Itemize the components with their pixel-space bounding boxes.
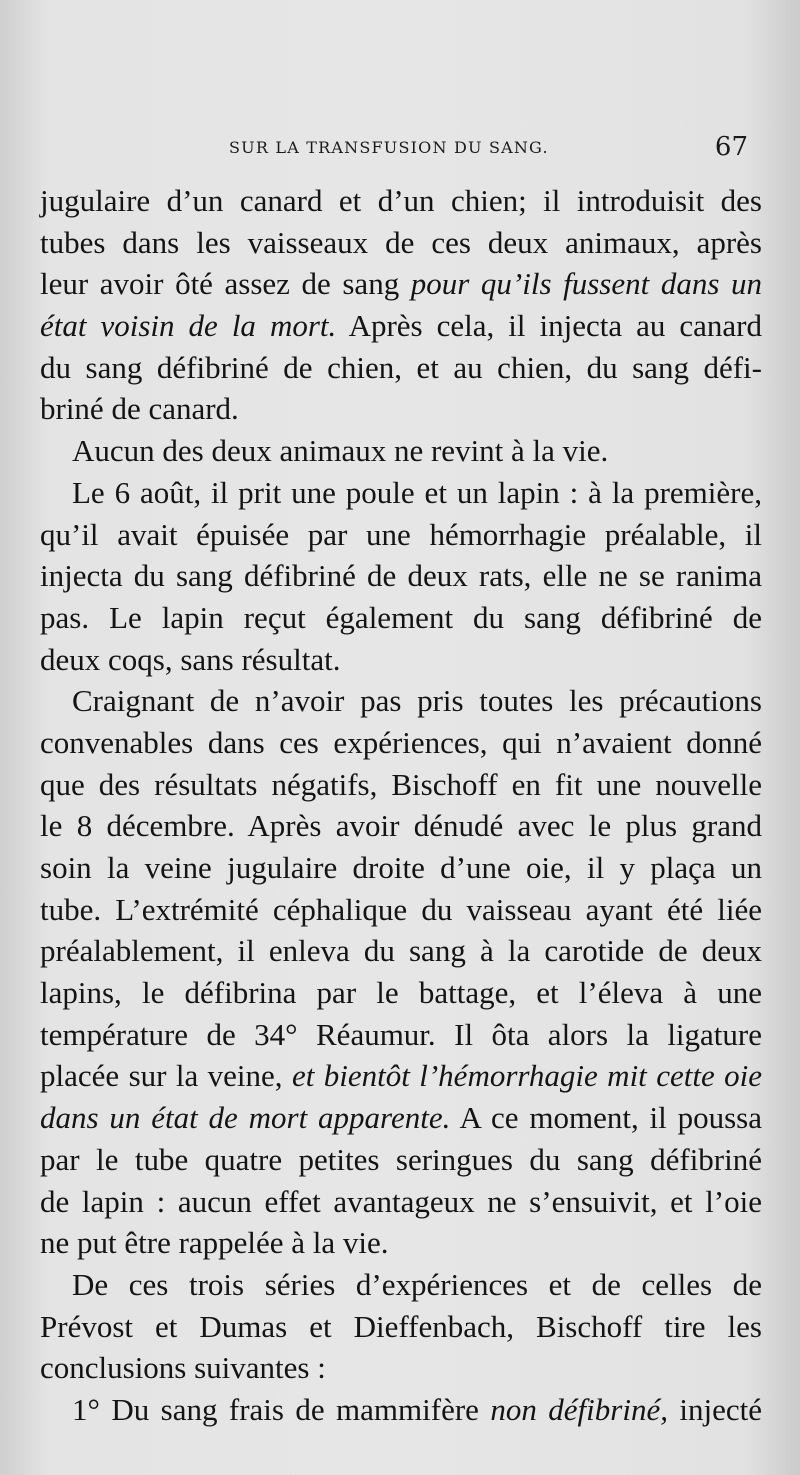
text-line (40, 1055, 762, 1097)
page-header (0, 132, 800, 166)
text-segment: du sang défibriné de chien, et au chien, du sang défi- (40, 349, 762, 385)
text-line (40, 1181, 762, 1223)
text-segment: injecté (667, 1391, 762, 1427)
text-segment: ne put être rappelée à la vie. (40, 1225, 389, 1261)
italic-text: dans un état de mort apparente. (40, 1100, 451, 1136)
text-line (40, 889, 762, 931)
text-segment: 1° Du sang frais de mammifère (72, 1391, 491, 1427)
text-segment: Après cela, il injecta au canard (336, 308, 762, 344)
text-line (40, 1139, 762, 1181)
text-line (40, 1306, 762, 1348)
text-line (40, 1014, 762, 1056)
text-segment: placée sur la veine, (40, 1058, 292, 1094)
text-segment: deux coqs, sans résultat. (40, 641, 341, 677)
text-line (40, 930, 762, 972)
text-segment: pas. Le lapin reçut également du sang défibriné de (40, 599, 762, 635)
text-segment: Prévost et Dumas et Dieffenbach, Bischoff tire les (40, 1308, 762, 1344)
page-number: 67 (714, 132, 748, 162)
text-segment: soin la veine jugulaire droite d’une oie, il y plaça un (40, 850, 762, 885)
text-line (40, 1097, 762, 1139)
text-line (40, 972, 762, 1014)
text-line (40, 722, 762, 764)
text-line (40, 1264, 762, 1306)
text-segment: de lapin : aucun effet avantageux ne s’ensuivit, et l’oie (40, 1183, 762, 1219)
text-segment: tubes dans les vaisseaux de ces deux animaux, après (40, 224, 762, 260)
text-segment: Craignant de n’avoir pas pris toutes les précautions (72, 683, 762, 719)
text-line (40, 555, 762, 597)
text-line (40, 1347, 762, 1389)
text-line (40, 514, 762, 556)
text-line (40, 305, 762, 347)
text-line (40, 1222, 762, 1264)
text-line (40, 472, 762, 514)
text-segment: injecta du sang défibriné de deux rats, elle ne se ranima (40, 558, 762, 594)
text-segment: jugulaire d’un canard et d’un chien; il introduisit des (40, 183, 762, 218)
text-segment: qu’il avait épuisée par une hémorrhagie préalable, il (40, 516, 762, 552)
text-segment: par le tube quatre petites seringues du sang défibriné (40, 1141, 762, 1177)
text-segment: température de 34° Réaumur. Il ôta alors la ligature (40, 1016, 762, 1052)
text-segment: tube. L’extrémité céphalique du vaisseau ayant été liée (40, 891, 762, 927)
text-line (40, 347, 762, 389)
text-segment: préalablement, il enleva du sang à la carotide de deux (40, 933, 762, 969)
text-segment: A ce moment, il poussa (450, 1100, 762, 1136)
text-line (40, 222, 762, 264)
text-line (40, 388, 762, 430)
text-line (40, 639, 762, 681)
running-title: SUR LA TRANSFUSION DU SANG. (229, 138, 549, 157)
text-line (40, 764, 762, 806)
text-segment: leur avoir ôté assez de sang (40, 266, 411, 302)
text-line (40, 263, 762, 305)
text-segment: le 8 décembre. Après avoir dénudé avec le plus grand (40, 808, 762, 844)
text-line (40, 847, 762, 889)
text-segment: Le 6 août, il prit une poule et un lapin : à la première, (72, 474, 762, 510)
text-segment: lapins, le défibrina par le battage, et l’éleva à une (40, 975, 762, 1011)
text-segment: Aucun des deux animaux ne revint à la vie. (72, 433, 609, 469)
text-segment: que des résultats négatifs, Bischoff en fit une nouvelle (40, 766, 762, 802)
text-segment: convenables dans ces expériences, qui n’avaient donné (40, 724, 762, 760)
text-line (40, 180, 762, 222)
text-segment: De ces trois séries d’expériences et de celles de (72, 1266, 762, 1302)
italic-text: état voisin de la mort. (40, 308, 337, 344)
italic-text: non défibriné, (490, 1391, 668, 1427)
text-line (40, 680, 762, 722)
text-line (40, 1389, 762, 1431)
text-segment: conclusions suivantes : (40, 1350, 326, 1386)
body-text (40, 180, 762, 1431)
text-line (40, 597, 762, 639)
italic-text: pour qu’ils fussent dans un (410, 266, 762, 302)
italic-text: et bientôt l’hémorrhagie mit cette oie (291, 1058, 762, 1094)
text-segment: briné de canard. (40, 391, 239, 427)
text-line (40, 805, 762, 847)
text-line (40, 430, 762, 472)
